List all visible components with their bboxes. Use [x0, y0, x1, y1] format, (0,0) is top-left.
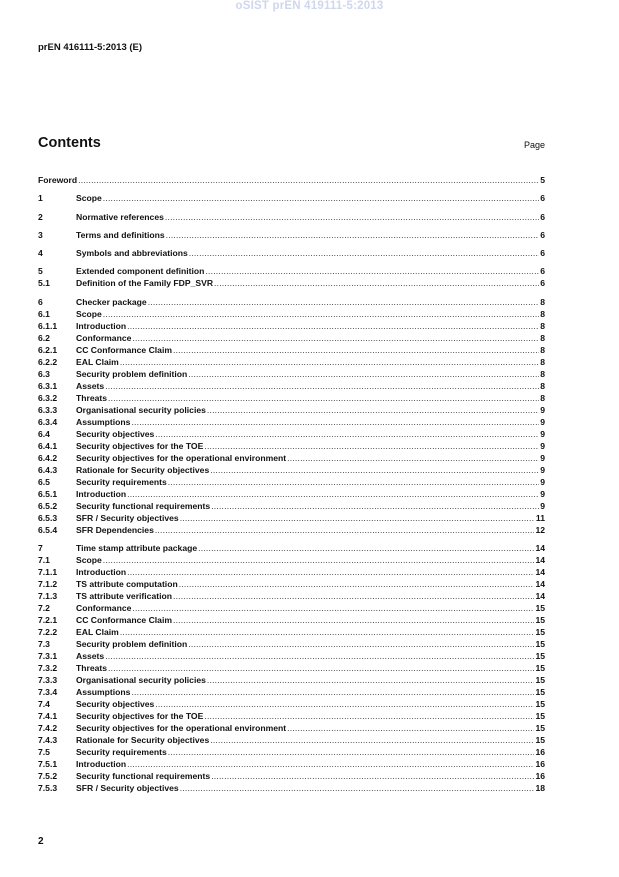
dot-leader — [207, 404, 539, 416]
toc-entry-number: 7.5.3 — [38, 783, 58, 794]
toc-entry-page: 15 — [535, 699, 545, 710]
toc-entry[interactable] — [38, 368, 545, 380]
dot-leader — [131, 686, 534, 698]
toc-entry-title: Assumptions — [76, 416, 131, 427]
toc-entry-page: 6 — [540, 248, 545, 259]
toc-entry[interactable] — [38, 614, 545, 626]
dot-leader — [214, 277, 539, 289]
toc-entry-page: 9 — [540, 464, 545, 475]
dot-leader — [166, 229, 540, 241]
toc-entry-number: 3 — [38, 229, 43, 240]
toc-entry[interactable] — [38, 578, 545, 590]
toc-entry-page: 15 — [535, 687, 545, 698]
toc-entry-title: Terms and definitions — [76, 229, 165, 240]
toc-entry-title: Threats — [76, 392, 108, 403]
dot-leader — [179, 578, 535, 590]
dot-leader — [180, 512, 535, 524]
toc-entry-title: CC Conformance Claim — [76, 344, 172, 355]
dot-leader — [211, 500, 539, 512]
toc-entry[interactable] — [38, 674, 545, 686]
toc-entry-title: Rationale for Security objectives — [76, 735, 210, 746]
toc-entry[interactable] — [38, 512, 545, 524]
dot-leader — [210, 734, 534, 746]
toc-entry[interactable] — [38, 452, 545, 464]
toc-entry-title: Security problem definition — [76, 639, 188, 650]
toc-entry[interactable] — [38, 746, 545, 758]
toc-entry-number: 6.2 — [38, 332, 50, 343]
toc-entry[interactable] — [38, 277, 545, 289]
dot-leader — [78, 174, 539, 186]
dot-leader — [188, 638, 534, 650]
toc-entry-number: 7.5 — [38, 747, 50, 758]
toc-entry-page: 8 — [540, 320, 545, 331]
toc-entry-number: 7.3.4 — [38, 687, 58, 698]
toc-entry[interactable] — [38, 710, 545, 722]
dot-leader — [120, 356, 539, 368]
toc-entry-page: 15 — [535, 735, 545, 746]
dot-leader — [103, 554, 535, 566]
toc-entry-page: 15 — [535, 663, 545, 674]
dot-leader — [105, 650, 534, 662]
dot-leader — [132, 602, 534, 614]
toc-entry-title: TS attribute verification — [76, 591, 172, 602]
dot-leader — [188, 368, 539, 380]
dot-leader — [148, 296, 540, 308]
toc-entry[interactable] — [38, 356, 545, 368]
toc-entry-page: 18 — [535, 783, 545, 794]
toc-entry-page: 15 — [535, 723, 545, 734]
toc-entry-number: 6.4.3 — [38, 464, 58, 475]
toc-entry-title: Security requirements — [76, 747, 167, 758]
toc-entry[interactable] — [38, 566, 545, 578]
dot-leader — [180, 782, 535, 794]
toc-entry-number: 7.3.3 — [38, 675, 58, 686]
toc-entry-page: 16 — [535, 759, 545, 770]
toc-entry[interactable] — [38, 174, 545, 186]
toc-entry-number: 7.4.1 — [38, 711, 58, 722]
toc-entry-page: 8 — [540, 368, 545, 379]
toc-entry-page: 8 — [540, 356, 545, 367]
toc-entry-title: Security objectives — [76, 428, 155, 439]
dot-leader — [155, 428, 539, 440]
toc-entry-page: 14 — [535, 579, 545, 590]
toc-entry-number: 6.4.1 — [38, 440, 58, 451]
toc-entry[interactable] — [38, 782, 545, 794]
toc-entry-number: 7.2.1 — [38, 615, 58, 626]
toc-entry-number: 7.4 — [38, 699, 50, 710]
toc-entry-title: Security functional requirements — [76, 500, 211, 511]
dot-leader — [165, 211, 539, 223]
toc-entry[interactable] — [38, 247, 545, 259]
toc-entry-page: 9 — [540, 500, 545, 511]
toc-entry-title: Security objectives for the TOE — [76, 440, 204, 451]
toc-entry[interactable] — [38, 308, 545, 320]
dot-leader — [207, 674, 535, 686]
toc-entry-page: 12 — [535, 524, 545, 535]
toc-entry-page: 8 — [540, 296, 545, 307]
toc-entry-title: Assets — [76, 380, 105, 391]
toc-entry[interactable] — [38, 542, 545, 554]
toc-entry-number: 6.5.1 — [38, 488, 58, 499]
toc-entry-page: 9 — [540, 440, 545, 451]
toc-entry-number: 5 — [38, 266, 43, 277]
toc-entry-number: 1 — [38, 193, 43, 204]
toc-entry[interactable] — [38, 404, 545, 416]
toc-entry-title: Foreword — [38, 175, 78, 185]
toc-entry-page: 9 — [540, 428, 545, 439]
toc-entry-title: TS attribute computation — [76, 579, 178, 590]
toc-entry-number: 7 — [38, 543, 43, 554]
toc-entry[interactable] — [38, 296, 545, 308]
toc-entry-number: 5.1 — [38, 278, 50, 289]
toc-entry-page: 9 — [540, 476, 545, 487]
toc-entry-title: SFR Dependencies — [76, 524, 154, 535]
toc-entry-number: 7.5.2 — [38, 771, 58, 782]
toc-entry-page: 14 — [535, 567, 545, 578]
toc-entry[interactable] — [38, 344, 545, 356]
toc-entry-title: Security objectives — [76, 699, 155, 710]
toc-entry-title: Assets — [76, 651, 105, 662]
dot-leader — [168, 476, 539, 488]
toc-entry[interactable] — [38, 602, 545, 614]
toc-entry-title: SFR / Security objectives — [76, 783, 179, 794]
toc-entry-page: 9 — [540, 488, 545, 499]
toc-entry-page: 6 — [540, 229, 545, 240]
toc-entry-page: 8 — [540, 308, 545, 319]
toc-entry-title: Scope — [76, 555, 102, 566]
toc-entry-number: 6.2.1 — [38, 344, 58, 355]
toc-entry-title: EAL Claim — [76, 627, 119, 638]
toc-entry[interactable] — [38, 686, 545, 698]
toc-entry-page: 16 — [535, 771, 545, 782]
toc-entry-number: 7.2.2 — [38, 627, 58, 638]
dot-leader — [168, 746, 535, 758]
toc-entry-title: Assumptions — [76, 687, 131, 698]
toc-entry[interactable] — [38, 464, 545, 476]
toc-entry-page: 8 — [540, 392, 545, 403]
toc-entry-title: Symbols and abbreviations — [76, 248, 188, 259]
page-number: 2 — [38, 836, 44, 847]
toc-entry-number: 6.3.2 — [38, 392, 58, 403]
toc-entry[interactable] — [38, 380, 545, 392]
toc-entry-number: 6 — [38, 296, 43, 307]
dot-leader — [103, 308, 539, 320]
dot-leader — [173, 344, 539, 356]
toc-entry[interactable] — [38, 229, 545, 241]
toc-entry[interactable] — [38, 392, 545, 404]
toc-entry[interactable] — [38, 638, 545, 650]
toc-entry[interactable] — [38, 428, 545, 440]
toc-entry-title: Security functional requirements — [76, 771, 211, 782]
dot-leader — [211, 770, 534, 782]
toc-entry[interactable] — [38, 626, 545, 638]
dot-leader — [204, 710, 534, 722]
toc-entry-title: EAL Claim — [76, 356, 119, 367]
dot-leader — [120, 626, 535, 638]
dot-leader — [189, 247, 539, 259]
dot-leader — [108, 392, 539, 404]
toc-entry-number: 7.2 — [38, 603, 50, 614]
toc-entry-page: 15 — [535, 627, 545, 638]
toc-entry-title: Introduction — [76, 320, 127, 331]
toc-entry-number: 6.3.4 — [38, 416, 58, 427]
toc-entry-page: 15 — [535, 711, 545, 722]
toc-entry-title: CC Conformance Claim — [76, 615, 172, 626]
dot-leader — [108, 662, 534, 674]
page-column-label: Page — [523, 140, 545, 150]
toc-entry-number: 2 — [38, 211, 43, 222]
dot-leader — [205, 265, 539, 277]
toc-entry-number: 7.4.3 — [38, 735, 58, 746]
toc-entry-page: 15 — [535, 639, 545, 650]
toc-entry-number: 7.5.1 — [38, 759, 58, 770]
toc-entry-page: 15 — [535, 615, 545, 626]
toc-entry-title: Organisational security policies — [76, 404, 206, 415]
toc-entry-number: 6.2.2 — [38, 356, 58, 367]
toc-entry-title: Introduction — [76, 759, 127, 770]
dot-leader — [198, 542, 534, 554]
toc-entry-page: 9 — [540, 452, 545, 463]
toc-entry-page: 14 — [535, 591, 545, 602]
toc-entry-page: 8 — [540, 380, 545, 391]
toc-entry-page: 9 — [540, 404, 545, 415]
dot-leader — [131, 416, 539, 428]
toc-entry[interactable] — [38, 758, 545, 770]
dot-leader — [173, 590, 534, 602]
toc-entry-page: 6 — [540, 193, 545, 204]
toc-entry[interactable] — [38, 524, 545, 536]
toc-entry-title: Conformance — [76, 603, 132, 614]
toc-entry-title: Security problem definition — [76, 368, 188, 379]
toc-entry-page: 6 — [540, 211, 545, 222]
toc-entry-number: 6.1.1 — [38, 320, 58, 331]
toc-entry[interactable] — [38, 192, 545, 204]
toc-entry-page: 11 — [535, 512, 545, 523]
toc-entry-number: 7.1 — [38, 555, 50, 566]
toc-entry-page: 9 — [540, 416, 545, 427]
toc-entry-title: Security objectives for the TOE — [76, 711, 204, 722]
toc-entry-title: Scope — [76, 193, 102, 204]
toc-entry[interactable] — [38, 440, 545, 452]
toc-entry[interactable] — [38, 265, 545, 277]
toc-entry[interactable] — [38, 734, 545, 746]
toc-entry-page: 6 — [540, 266, 545, 277]
toc-entry-number: 7.1.2 — [38, 579, 58, 590]
toc-entry-page: 14 — [535, 555, 545, 566]
toc-entry-number: 6.5.3 — [38, 512, 58, 523]
toc-entry-number: 7.4.2 — [38, 723, 58, 734]
toc-entry-title: Organisational security policies — [76, 675, 206, 686]
table-of-contents — [38, 174, 545, 794]
toc-entry-page: 16 — [535, 747, 545, 758]
dot-leader — [155, 524, 535, 536]
toc-entry[interactable] — [38, 722, 545, 734]
toc-entry[interactable] — [38, 320, 545, 332]
toc-entry-number: 6.5.4 — [38, 524, 58, 535]
toc-entry-title: Conformance — [76, 332, 132, 343]
toc-entry-page: 15 — [535, 675, 545, 686]
dot-leader — [173, 614, 534, 626]
dot-leader — [287, 722, 534, 734]
toc-entry[interactable] — [38, 211, 545, 223]
toc-entry-title: Rationale for Security objectives — [76, 464, 210, 475]
contents-heading: Contents — [38, 135, 101, 151]
toc-entry-title: Introduction — [76, 567, 127, 578]
toc-entry-number: 7.1.3 — [38, 591, 58, 602]
dot-leader — [127, 566, 534, 578]
toc-entry-title: Extended component definition — [76, 266, 205, 277]
watermark-text: oSIST prEN 419111-5:2013 — [235, 0, 384, 12]
toc-entry-title: Security requirements — [76, 476, 167, 487]
toc-entry-title: Scope — [76, 308, 102, 319]
toc-entry[interactable] — [38, 476, 545, 488]
toc-entry-title: Threats — [76, 663, 108, 674]
toc-entry-title: Normative references — [76, 211, 164, 222]
toc-entry-number: 7.3 — [38, 639, 50, 650]
toc-entry[interactable] — [38, 416, 545, 428]
toc-entry-title: SFR / Security objectives — [76, 512, 179, 523]
toc-entry-number: 6.5 — [38, 476, 50, 487]
document-id-header: prEN 416111-5:2013 (E) — [38, 42, 143, 53]
toc-entry[interactable] — [38, 662, 545, 674]
dot-leader — [210, 464, 539, 476]
toc-entry[interactable] — [38, 488, 545, 500]
dot-leader — [127, 320, 539, 332]
dot-leader — [155, 698, 534, 710]
toc-entry-number: 4 — [38, 248, 43, 259]
toc-entry[interactable] — [38, 332, 545, 344]
toc-entry[interactable] — [38, 698, 545, 710]
toc-entry[interactable] — [38, 590, 545, 602]
toc-entry-title: Introduction — [76, 488, 127, 499]
toc-entry-title: Security objectives for the operational environment — [76, 452, 287, 463]
dot-leader — [127, 488, 539, 500]
toc-entry-number: 6.1 — [38, 308, 50, 319]
toc-entry-page: 5 — [540, 175, 545, 185]
toc-entry-number: 7.3.2 — [38, 663, 58, 674]
dot-leader — [132, 332, 539, 344]
toc-entry-page: 15 — [535, 651, 545, 662]
toc-entry[interactable] — [38, 770, 545, 782]
toc-entry-number: 6.3 — [38, 368, 50, 379]
dot-leader — [103, 192, 539, 204]
dot-leader — [105, 380, 539, 392]
dot-leader — [204, 440, 539, 452]
toc-entry-page: 8 — [540, 344, 545, 355]
toc-entry-page: 8 — [540, 332, 545, 343]
dot-leader — [127, 758, 534, 770]
toc-entry-number: 6.3.3 — [38, 404, 58, 415]
toc-entry[interactable] — [38, 554, 545, 566]
toc-entry-number: 6.4 — [38, 428, 50, 439]
toc-entry-number: 6.4.2 — [38, 452, 58, 463]
toc-entry-title: Definition of the Family FDP_SVR — [76, 278, 214, 289]
toc-entry-title: Security objectives for the operational environment — [76, 723, 287, 734]
toc-entry-number: 7.1.1 — [38, 567, 58, 578]
toc-entry-title: Time stamp attribute package — [76, 543, 198, 554]
toc-entry-page: 6 — [540, 278, 545, 289]
toc-entry-number: 6.3.1 — [38, 380, 58, 391]
toc-entry-number: 6.5.2 — [38, 500, 58, 511]
toc-entry-page: 15 — [535, 603, 545, 614]
dot-leader — [287, 452, 539, 464]
toc-entry-title: Checker package — [76, 296, 147, 307]
toc-entry[interactable] — [38, 650, 545, 662]
toc-entry-page: 14 — [535, 543, 545, 554]
toc-entry-number: 7.3.1 — [38, 651, 58, 662]
toc-entry[interactable] — [38, 500, 545, 512]
